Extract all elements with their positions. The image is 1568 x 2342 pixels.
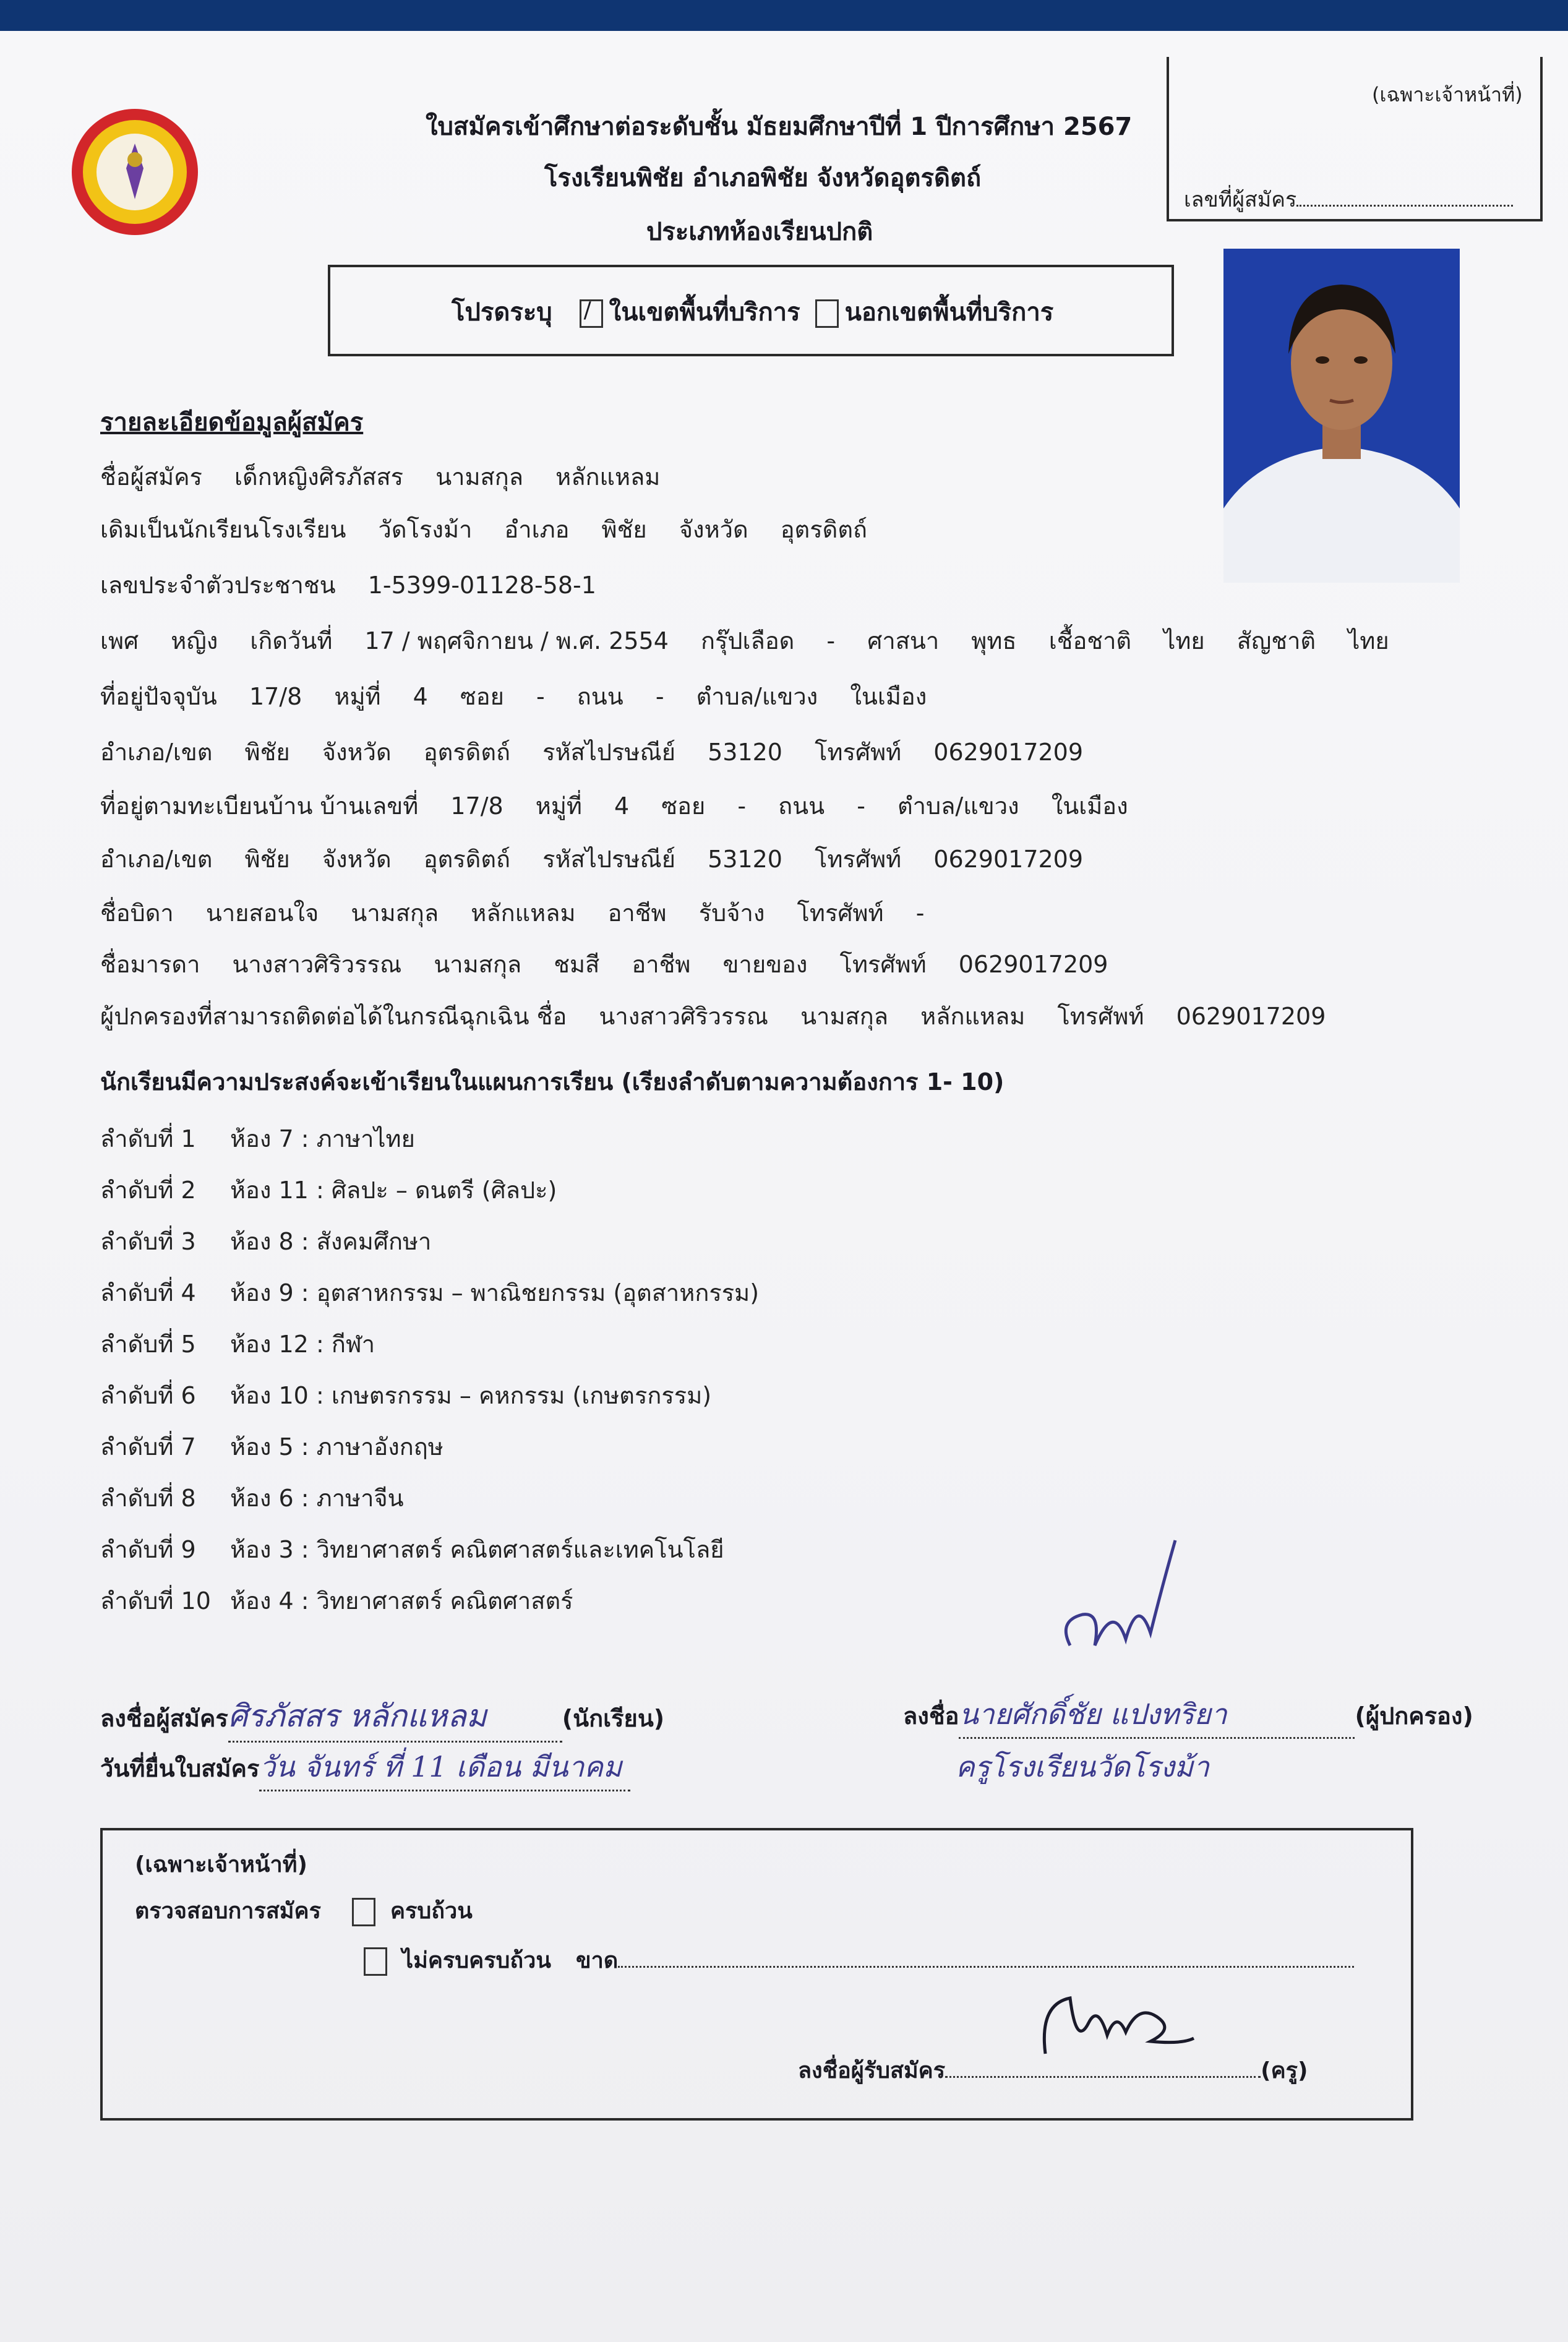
preference-rank: ลำดับที่ 1	[100, 1125, 196, 1152]
reg-amphoe-label: อำเภอ/เขต	[100, 846, 213, 873]
check-application-label: ตรวจสอบการสมัคร	[135, 1898, 321, 1924]
registered-address-row-2	[100, 840, 1108, 878]
preference-row	[100, 1428, 443, 1465]
birth-label: เกิดวันที่	[250, 627, 333, 654]
guardian-note: ครูโรงเรียนวัดโรงม้า	[956, 1750, 1209, 1783]
former-school-label: เดิมเป็นนักเรียนโรงเรียน	[100, 516, 346, 543]
reg-moo-label: หมู่ที่	[535, 792, 582, 820]
guardian-suffix: (ผู้ปกครอง)	[1355, 1702, 1473, 1730]
check-mark-icon: /	[583, 298, 591, 323]
moo-label: หมู่ที่	[334, 683, 381, 710]
preference-rank: ลำดับที่ 5	[100, 1331, 196, 1358]
preference-room: ห้อง 3 : วิทยาศาสตร์ คณิตศาสตร์และเทคโนโลยี	[230, 1536, 724, 1563]
sex-value: หญิง	[171, 627, 218, 654]
application-form	[0, 31, 1568, 2342]
preference-row	[100, 1171, 557, 1209]
service-area-prompt: โปรดระบุ	[452, 298, 552, 327]
application-date: วัน จันทร์ ที่ 11 เดือน มีนาคม	[259, 1744, 630, 1791]
preference-room: ห้อง 6 : ภาษาจีน	[230, 1485, 404, 1512]
missing-field[interactable]	[618, 1966, 1354, 1968]
preference-row	[100, 1582, 573, 1619]
applicant-photo	[1223, 249, 1460, 583]
religion-value: พุทธ	[971, 627, 1017, 654]
preference-rank: ลำดับที่ 7	[100, 1433, 196, 1461]
preference-rank: ลำดับที่ 10	[100, 1587, 211, 1615]
reg-postal-value: 53120	[708, 846, 782, 873]
province-value: อุตรดิตถ์	[423, 739, 511, 766]
reg-soi-value: -	[737, 792, 747, 820]
preference-room: ห้อง 5 : ภาษาอังกฤษ	[230, 1433, 443, 1461]
id-label: เลขประจำตัวประชาชน	[100, 572, 336, 599]
registered-address-row	[100, 787, 1153, 825]
guardian-signature-label: ลงชื่อ	[903, 1702, 959, 1730]
mother-label: ชื่อมารดา	[100, 951, 200, 978]
applicant-signature: ศิรภัสสร หลักแหลม	[228, 1692, 562, 1743]
race-value: ไทย	[1163, 627, 1205, 654]
father-phone-label: โทรศัพท์	[797, 899, 884, 927]
subdistrict-value: ในเมือง	[850, 683, 927, 710]
check-application-row	[135, 1893, 473, 1928]
amphoe-label: อำเภอ/เขต	[100, 739, 213, 766]
staff-only-label: (เฉพาะเจ้าหน้าที่)	[1372, 83, 1523, 106]
amphoe-value: พิชัย	[244, 739, 290, 766]
mother-name: นางสาวศิริวรรณ	[232, 951, 402, 978]
former-district-label: อำเภอ	[504, 516, 570, 543]
phone-label: โทรศัพท์	[815, 739, 902, 766]
service-area-row	[452, 292, 1053, 332]
province-label: จังหวัด	[322, 739, 392, 766]
reg-phone-value: 0629017209	[933, 846, 1084, 873]
preference-room: ห้อง 8 : สังคมศึกษา	[230, 1228, 432, 1255]
guardian-signature: นายศักดิ์ชัย แปงทริยา	[959, 1692, 1355, 1739]
preference-rank: ลำดับที่ 8	[100, 1485, 196, 1512]
father-surname-label: นามสกุล	[351, 899, 439, 927]
mother-surname: ชมสี	[554, 951, 600, 978]
name-row	[100, 458, 685, 495]
reg-soi-label: ซอย	[661, 792, 706, 820]
reg-moo-value: 4	[614, 792, 630, 820]
mother-phone: 0629017209	[958, 951, 1108, 978]
details-heading: รายละเอียดข้อมูลผู้สมัคร	[100, 408, 364, 437]
mother-occupation: ขายของ	[722, 951, 808, 978]
mother-phone-label: โทรศัพท์	[839, 951, 927, 978]
father-occupation-label: อาชีพ	[607, 899, 667, 927]
nationality-value: ไทย	[1348, 627, 1389, 654]
applicant-surname: หลักแหลม	[555, 463, 661, 491]
complete-checkbox[interactable]	[352, 1898, 375, 1926]
inside-area-label: ในเขตพื้นที่บริการ	[609, 298, 800, 327]
missing-label: ขาด	[576, 1948, 619, 1973]
school-line: โรงเรียนพิชัย อำเภอพิชัย จังหวัดอุตรดิตถ์	[544, 164, 982, 192]
father-row	[100, 894, 949, 932]
applicant-number-label: เลขที่ผู้สมัคร	[1184, 187, 1297, 212]
subdistrict-label: ตำบล/แขวง	[696, 683, 818, 710]
former-school-row	[100, 510, 892, 548]
preference-row	[100, 1274, 759, 1311]
applicant-number-field[interactable]	[1184, 182, 1513, 216]
applicant-signature-row	[100, 1692, 664, 1743]
receiver-label: ลงชื่อผู้รับสมัคร	[798, 2058, 946, 2083]
name-label: ชื่อผู้สมัคร	[100, 463, 202, 491]
receiver-suffix: (ครู)	[1261, 2058, 1308, 2083]
reg-subdistrict-value: ในเมือง	[1051, 792, 1128, 820]
preference-rank: ลำดับที่ 9	[100, 1536, 196, 1563]
former-school: วัดโรงม้า	[378, 516, 473, 543]
soi-value: -	[536, 683, 545, 710]
personal-row	[100, 622, 1414, 659]
school-logo	[69, 106, 200, 238]
former-district: พิชัย	[601, 516, 647, 543]
preference-room: ห้อง 12 : กีฬา	[230, 1331, 375, 1358]
sex-label: เพศ	[100, 627, 139, 654]
father-name: นายสอนใจ	[205, 899, 319, 927]
guardian-signature-mark	[1058, 1528, 1194, 1664]
plans-heading: นักเรียนมีความประสงค์จะเข้าเรียนในแผนการเรียน (เรียงลำดับตามความต้องการ 1- 10)	[100, 1068, 1005, 1096]
receiver-row	[798, 2052, 1308, 2088]
guardian-signature-row	[903, 1692, 1473, 1739]
moo-value: 4	[413, 683, 428, 710]
blood-label: กรุ๊ปเลือด	[701, 627, 795, 654]
preference-room: ห้อง 11 : ศิลปะ – ดนตรี (ศิลปะ)	[230, 1177, 557, 1204]
father-phone: -	[915, 899, 925, 927]
incomplete-row	[358, 1942, 1354, 1978]
guardian-surname: หลักแหลม	[920, 1003, 1026, 1030]
applicant-name: เด็กหญิงศิรภัสสร	[234, 463, 404, 491]
reg-house-number: 17/8	[450, 792, 503, 820]
guardian-surname-label: นามสกุล	[800, 1003, 889, 1030]
incomplete-label: ไม่ครบครบถ้วน	[402, 1948, 551, 1973]
form-title: ใบสมัครเข้าศึกษาต่อระดับชั้น มัธยมศึกษาปีที่ 1 ปีการศึกษา 2567	[426, 113, 1133, 141]
preference-room: ห้อง 7 : ภาษาไทย	[230, 1125, 415, 1152]
preference-room: ห้อง 4 : วิทยาศาสตร์ คณิตศาสตร์	[230, 1587, 573, 1615]
id-row	[100, 566, 621, 604]
father-label: ชื่อบิดา	[100, 899, 174, 927]
reg-amphoe-value: พิชัย	[244, 846, 290, 873]
house-number: 17/8	[249, 683, 302, 710]
complete-label: ครบถ้วน	[390, 1898, 473, 1924]
guardian-name: นางสาวศิริวรรณ	[599, 1003, 769, 1030]
former-province: อุตรดิตถ์	[780, 516, 868, 543]
student-suffix: (นักเรียน)	[562, 1705, 665, 1732]
current-address-label: ที่อยู่ปัจจุบัน	[100, 683, 217, 710]
office-only-label: (เฉพาะเจ้าหน้าที่)	[135, 1852, 307, 1877]
preference-row	[100, 1120, 415, 1157]
reg-province-value: อุตรดิตถ์	[423, 846, 511, 873]
reg-postal-label: รหัสไปรษณีย์	[542, 846, 675, 873]
application-date-row	[100, 1744, 630, 1791]
road-label: ถนน	[576, 683, 623, 710]
preference-room: ห้อง 10 : เกษตรกรรม – คหกรรม (เกษตรกรรม)	[230, 1382, 712, 1409]
reg-province-label: จังหวัด	[322, 846, 392, 873]
citizen-id: 1-5399-01128-58-1	[367, 572, 596, 599]
blood-value: -	[826, 627, 836, 654]
registered-address-label: ที่อยู่ตามทะเบียนบ้าน บ้านเลขที่	[100, 792, 419, 820]
guardian-phone: 0629017209	[1176, 1003, 1326, 1030]
incomplete-checkbox[interactable]	[364, 1947, 387, 1976]
preference-row	[100, 1376, 711, 1414]
phone-value: 0629017209	[933, 739, 1084, 766]
preference-row	[100, 1530, 724, 1568]
preference-rank: ลำดับที่ 4	[100, 1279, 196, 1306]
outside-area-checkbox[interactable]	[815, 299, 839, 328]
inside-area-checkbox[interactable]	[580, 299, 603, 328]
mother-occupation-label: อาชีพ	[632, 951, 691, 978]
road-value: -	[655, 683, 664, 710]
reg-road-label: ถนน	[778, 792, 825, 820]
surname-label: นามสกุล	[435, 463, 524, 491]
class-type: ประเภทห้องเรียนปกติ	[646, 218, 873, 246]
guardian-label: ผู้ปกครองที่สามารถติดต่อได้ในกรณีฉุกเฉิน ชื่อ	[100, 1003, 567, 1030]
birth-date: 17 / พฤศจิกายน / พ.ศ. 2554	[364, 627, 669, 654]
current-address-row-2	[100, 733, 1108, 771]
reg-phone-label: โทรศัพท์	[815, 846, 902, 873]
application-date-label: วันที่ยื่นใบสมัคร	[100, 1755, 260, 1782]
receiver-signature-field[interactable]	[945, 2076, 1261, 2078]
postal-value: 53120	[708, 739, 782, 766]
soi-label: ซอย	[460, 683, 504, 710]
preference-row	[100, 1325, 375, 1363]
father-surname: หลักแหลม	[471, 899, 576, 927]
preference-rank: ลำดับที่ 3	[100, 1228, 196, 1255]
former-province-label: จังหวัด	[679, 516, 748, 543]
religion-label: ศาสนา	[867, 627, 940, 654]
outside-area-label: นอกเขตพื้นที่บริการ	[844, 298, 1054, 327]
current-address-row	[100, 677, 951, 715]
guardian-row	[100, 997, 1350, 1035]
preference-room: ห้อง 9 : อุตสาหกรรม – พาณิชยกรรม (อุตสาหกรรม)	[230, 1279, 760, 1306]
applicant-signature-label: ลงชื่อผู้สมัคร	[100, 1705, 228, 1732]
guardian-phone-label: โทรศัพท์	[1057, 1003, 1144, 1030]
reg-subdistrict-label: ตำบล/แขวง	[898, 792, 1019, 820]
mother-row	[100, 945, 1133, 983]
reg-road-value: -	[857, 792, 865, 820]
preference-rank: ลำดับที่ 6	[100, 1382, 196, 1409]
father-occupation: รับจ้าง	[698, 899, 765, 927]
nationality-label: สัญชาติ	[1236, 627, 1316, 654]
race-label: เชื้อชาติ	[1048, 627, 1132, 654]
postal-label: รหัสไปรษณีย์	[542, 739, 675, 766]
preference-row	[100, 1479, 404, 1517]
mother-surname-label: นามสกุล	[434, 951, 522, 978]
preference-rank: ลำดับที่ 2	[100, 1177, 196, 1204]
preference-row	[100, 1222, 431, 1260]
